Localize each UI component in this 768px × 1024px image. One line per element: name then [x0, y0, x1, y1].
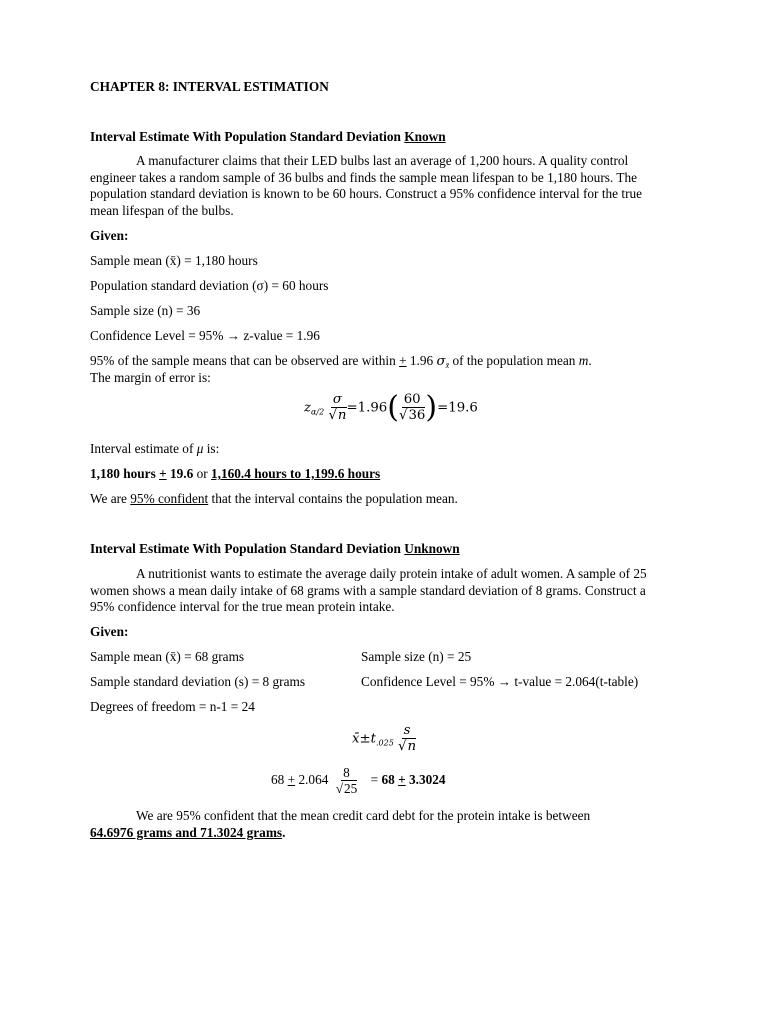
calc-result-plus-minus: +	[398, 772, 406, 788]
sigma-subscript: x̄	[445, 361, 450, 370]
xbar-symbol: x̄	[352, 731, 360, 747]
n-denominator: n	[407, 739, 417, 754]
section2-given-label: Given:	[90, 624, 129, 639]
conclusion-2-period: .	[282, 824, 286, 840]
z-symbol: z	[304, 400, 312, 416]
calc-plus-minus: +	[287, 772, 296, 788]
inner-numerator: 60	[403, 392, 421, 407]
t-interval-calculation	[271, 766, 446, 796]
margin-z-value: 1.96	[406, 353, 437, 368]
inner-denominator: 36	[408, 408, 426, 423]
given-sample-mean-2: Sample mean (x̄) = 68 grams	[90, 649, 245, 664]
section2-heading-keyword: Unknown	[404, 541, 460, 556]
given-sample-size: Sample size (n) = 36	[90, 303, 201, 318]
calc-result-center: 68	[381, 772, 399, 788]
margin-period: .	[588, 353, 592, 368]
s-numerator: s	[403, 723, 411, 738]
conclusion-text: We are	[90, 491, 131, 506]
sigma-symbol: σ	[436, 354, 446, 369]
sigma-over-root-n: $\frac{\sigma}{√n}$	[328, 392, 347, 423]
calc-numerator: 8	[343, 765, 350, 780]
conclusion-2-text: We are 95% confident that the mean credit card debt for the protein intake is between	[136, 808, 591, 823]
answer-plus-minus: +	[159, 466, 167, 481]
formula-multiplier: =1.96	[346, 400, 388, 416]
calc-denominator: 25	[344, 781, 358, 796]
conclusion-confidence: 95% confident	[130, 491, 209, 506]
t-subscript: .025	[376, 738, 394, 748]
given-degrees-of-freedom: Degrees of freedom = n-1 = 24	[90, 699, 255, 714]
section2-problem-text: A nutritionist wants to estimate the average daily protein intake of adult women. A sample of 25 women shows a mean daily intake of 68 grams with a sample standard deviation of 8 grams. Construct a 95% confidence interval for the true mean protein intake.	[90, 566, 647, 614]
t-symbol: t	[370, 731, 376, 747]
answer-range: 1,160.4 hours to 1,199.6 hours	[211, 466, 381, 481]
section1-problem	[90, 153, 660, 219]
formula-plus-minus: ±	[359, 731, 371, 747]
section1-problem-text: A manufacturer claims that their LED bulbs last an average of 1,200 hours. A quality control engineer takes a random sample of 36 bulbs and finds the sample mean lifespan to be 1,180 hours. The population standard deviation is known to be 60 hours. Construct a 95% confidence interval for the true mean lifespan of the bulbs.	[90, 153, 643, 218]
given-sample-std-dev: Sample standard deviation (s) = 8 grams	[90, 674, 306, 689]
answer-or: or	[193, 466, 211, 481]
margin-text: 95% of the sample means that can be observed are within	[90, 353, 400, 368]
formula-result: =19.6	[437, 400, 478, 416]
section1-heading-text: Interval Estimate With Population Standard Deviation	[90, 129, 401, 144]
interval-estimate-label	[90, 441, 219, 458]
population-mean-symbol: m	[578, 353, 589, 368]
interval-answer	[90, 466, 380, 483]
margin-of-error-label: The margin of error is:	[90, 370, 211, 385]
mu-symbol: μ	[196, 441, 204, 456]
interval-label-end: is:	[203, 441, 220, 456]
section2-heading	[90, 541, 460, 558]
margin-text-cont: of the population mean	[449, 353, 579, 368]
given-sample-mean: Sample mean (x̄) = 1,180 hours	[90, 253, 258, 268]
chapter-title: CHAPTER 8: INTERVAL ESTIMATION	[90, 79, 329, 94]
section2-problem	[90, 566, 660, 616]
section1-given-label: Given:	[90, 228, 129, 243]
margin-of-error-formula: $z_{\alpha/2}$ $\frac{\sigma}{√n}$ =1.96( $\frac{60}{√36}$ )=19.6	[304, 390, 478, 425]
given-confidence-level: Confidence Level = 95% → z-value = 1.96	[90, 328, 320, 343]
fraction-numerator: σ	[332, 392, 342, 407]
z-subscript: α/2	[311, 407, 325, 417]
calc-result-margin: 3.3024	[405, 772, 446, 788]
s-over-root-n: $\frac{s}{√n}$	[398, 723, 417, 754]
given-sample-size-2: Sample size (n) = 25	[361, 649, 472, 664]
conclusion-text-end: that the interval contains the population mean.	[208, 491, 458, 506]
answer-center: 1,180 hours	[90, 466, 160, 481]
answer-margin: 19.6	[166, 466, 194, 481]
given-pop-std-dev: Population standard deviation (σ) = 60 hours	[90, 278, 329, 293]
conclusion-2-range: 64.6976 grams and 71.3024 grams	[90, 824, 283, 840]
calc-t-value: 2.064	[295, 772, 329, 788]
section1-conclusion	[90, 491, 458, 508]
section2-conclusion	[90, 808, 660, 841]
interval-label-text: Interval estimate of	[90, 441, 197, 456]
t-interval-formula	[352, 724, 416, 754]
calc-mean: 68	[271, 772, 288, 788]
sixty-over-root-36: $\frac{60}{√36}$	[398, 392, 426, 423]
section2-heading-text: Interval Estimate With Population Standard Deviation	[90, 541, 401, 556]
fraction-denominator: n	[337, 408, 347, 423]
given-confidence-level-2: Confidence Level = 95% → t-value = 2.064(t-table)	[361, 674, 639, 689]
plus-minus-sign: +	[399, 353, 407, 368]
section1-heading-keyword: Known	[404, 129, 446, 144]
calc-equals: =	[370, 772, 382, 788]
section1-heading	[90, 129, 446, 146]
eight-over-root-25: $\frac{8}{√25}$	[335, 765, 358, 796]
